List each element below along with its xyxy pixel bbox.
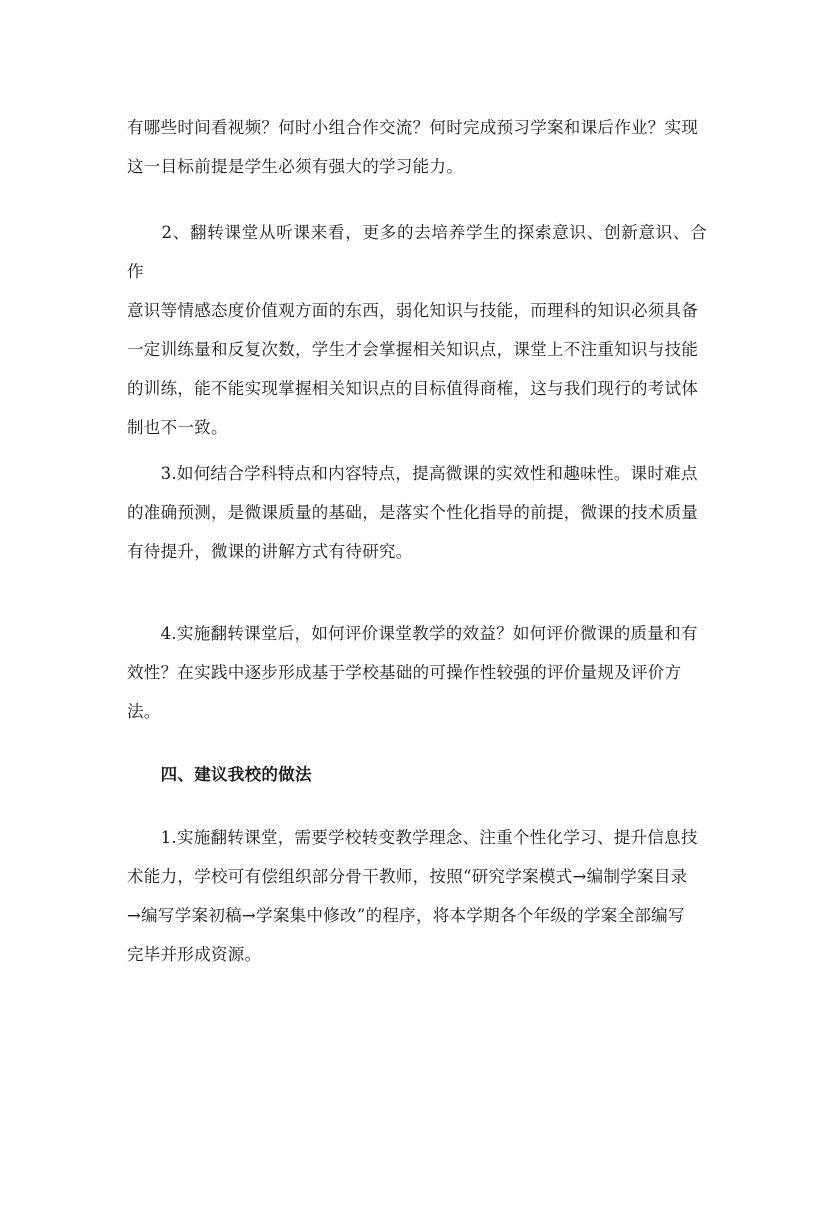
text-line: 3.如何结合学科特点和内容特点，提高微课的实效性和趣味性。课时难点 — [127, 464, 698, 483]
text-line: 的准确预测，是微课质量的基础，是落实个性化指导的前提，微课的技术质量 — [127, 503, 699, 522]
watermark — [307, 1069, 459, 1223]
text-line: 效性？在实践中逐步形成基于学校基础的可操作性较强的评价量规及评价方 — [127, 663, 682, 682]
text-line: →编写学案初稿→学案集中修改”的程序，将本学期各个年级的学案全部编写 — [127, 906, 685, 925]
text-line: 术能力，学校可有偿组织部分骨干教师，按照“研究学案模式→编制学案目录 — [127, 867, 688, 886]
text-line: 1.实施翻转课堂，需要学校转变教学理念、注重个性化学习、提升信息技 — [127, 828, 698, 847]
text-line: 一定训练量和反复次数，学生才会掌握相关知识点，课堂上不注重知识与技能 — [127, 340, 699, 359]
text-line: 意识等情感态度价值观方面的东西，弱化知识与技能，而理科的知识必须具备 — [127, 301, 699, 320]
text-line: 这一目标前提是学生必须有强大的学习能力。 — [127, 157, 463, 176]
paragraph-continuation — [127, 108, 707, 186]
text-line: 2、翻转课堂从听课来看，更多的去培养学生的探索意识、创新意识、合作 — [127, 223, 707, 281]
text-line: 4.实施翻转课堂后，如何评价课堂教学的效益？如何评价微课的质量和有 — [127, 624, 698, 643]
text-line: 制也不一致。 — [127, 418, 228, 437]
paragraph-3 — [127, 454, 707, 571]
text-line: 法。 — [127, 702, 161, 721]
paragraph-5 — [127, 818, 707, 974]
text-line: 完毕并形成资源。 — [127, 945, 262, 964]
paragraph-4 — [127, 614, 707, 731]
section-heading — [127, 755, 707, 794]
paragraph-2 — [127, 213, 707, 447]
text-line: 有哪些时间看视频？何时小组合作交流？何时完成预习学案和课后作业？实现 — [127, 118, 699, 137]
heading-line: 四、建议我校的做法 — [127, 765, 312, 784]
text-line: 的训练，能不能实现掌握相关知识点的目标值得商榷，这与我们现行的考试体 — [127, 379, 699, 398]
text-line: 有待提升，微课的讲解方式有待研究。 — [127, 542, 413, 561]
